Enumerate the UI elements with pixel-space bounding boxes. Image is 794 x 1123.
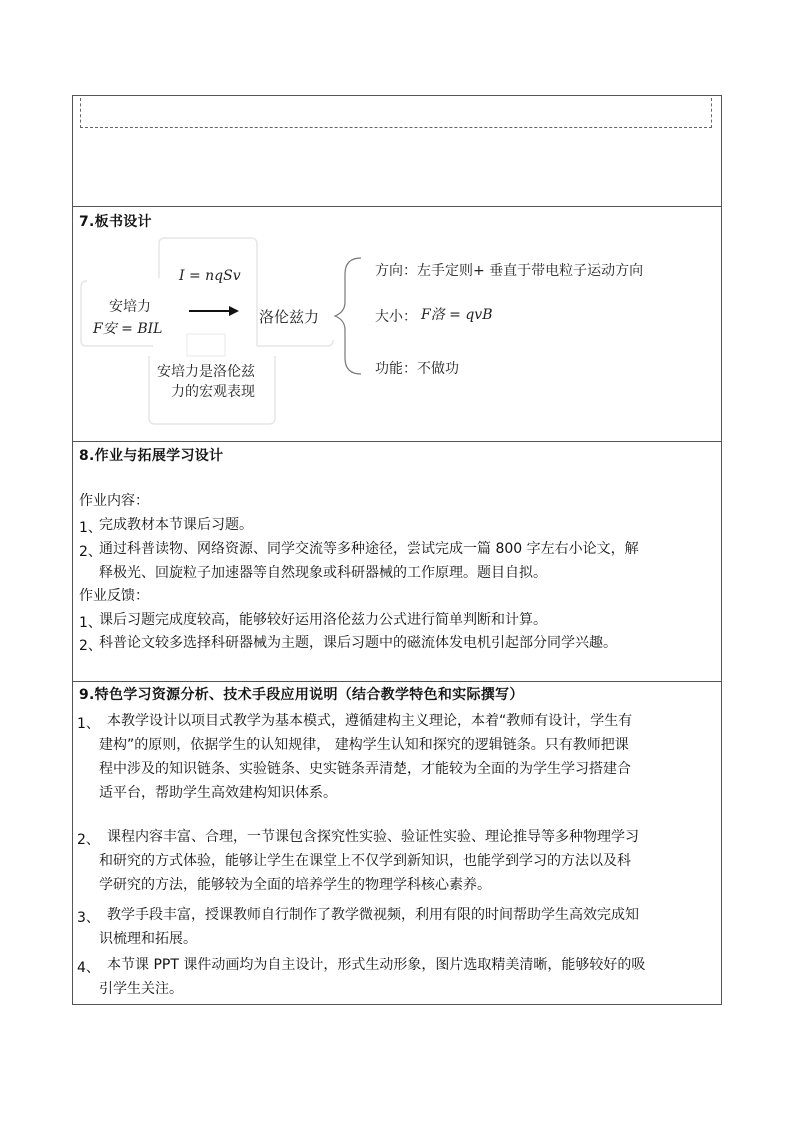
small-frame xyxy=(187,334,225,356)
resource-item-4-line-1: 本节课 PPT 课件动画均为自主设计，形式生动形象，图片选取精美清晰，能够较好的吸 xyxy=(107,957,646,973)
homework-item-2-line-2: 释极光、回旋粒子加速器等自然现象或科研器械的工作原理。题目自拟。 xyxy=(99,565,547,581)
brace-icon xyxy=(335,258,361,374)
resource-item-3-line-2: 识梳理和拓展。 xyxy=(99,931,197,947)
feedback-item-1-line-1: 课后习题完成度较高，能够较好运用洛伦兹力公式进行简单判断和计算。 xyxy=(99,612,547,628)
feedback-heading: 作业反馈： xyxy=(79,588,149,604)
bottom-box-line1: 安培力是洛伦兹 xyxy=(157,364,255,380)
branch-function: 功能：不做功 xyxy=(375,361,459,377)
resource-item-2-num: 2、 xyxy=(77,832,100,848)
resource-item-4-line-2: 引学生关注。 xyxy=(99,981,183,997)
previous-section-tail xyxy=(73,96,721,206)
section-homework xyxy=(73,441,721,681)
resource-item-1-line-4: 适平台，帮助学生高效建构知识体系。 xyxy=(99,785,337,801)
resource-item-1-line-1: 本教学设计以项目式教学为基本模式，遵循建构主义理论，本着“教师有设计，学生有 xyxy=(107,713,633,729)
resource-item-2-line-3: 学研究的方法，能够较为全面的培养学生的物理学科核心素养。 xyxy=(99,877,491,893)
resource-item-2-line-2: 和研究的方式体验，能够让学生在课堂上不仅学到新知识，也能学到学习的方法以及科 xyxy=(99,853,631,869)
section-board-design xyxy=(73,206,721,441)
branch-direction: 方向：左手定则+ 垂直于带电粒子运动方向 xyxy=(375,263,644,279)
feedback-item-1-num: 1、 xyxy=(79,615,102,631)
homework-item-2-num: 2、 xyxy=(79,544,102,560)
resource-item-3-line-1: 教学手段丰富，授课教师自行制作了教学微视频，利用有限的时间帮助学生高效完成知 xyxy=(107,907,639,923)
resource-item-3-num: 3、 xyxy=(77,910,100,926)
resource-item-2-line-1: 课程内容丰富、合理，一节课包含探究性实验、验证性实验、理论推导等多种物理学习 xyxy=(107,829,639,845)
resource-item-1-num: 1、 xyxy=(77,716,100,732)
arrow-head xyxy=(229,306,239,316)
left-box-label: 安培力 xyxy=(109,299,151,315)
bottom-box-line2: 力的宏观表现 xyxy=(171,384,255,400)
resource-item-1-line-2: 建构”的原则，依据学生的认知规律， 建构学生认知和探究的逻辑链条。只有教师把课 xyxy=(99,737,629,753)
homework-heading: 作业内容： xyxy=(79,493,149,509)
center-concept-box xyxy=(257,340,333,346)
lorentz-force-label: 洛伦兹力 xyxy=(259,308,320,326)
section-7-title: 7.板书设计 xyxy=(79,214,152,230)
homework-item-1-num: 1、 xyxy=(79,520,102,536)
current-formula: I = nqSv xyxy=(179,268,241,284)
dashed-placeholder-box xyxy=(80,98,712,128)
homework-item-1-line-1: 完成教材本节课后习题。 xyxy=(99,517,253,533)
section-resources xyxy=(73,681,721,1004)
lorentz-magnitude-formula: F洛 = qvB xyxy=(421,307,493,323)
resource-item-4-num: 4、 xyxy=(77,960,100,976)
section-8-title: 8.作业与拓展学习设计 xyxy=(79,448,224,464)
lesson-plan-table xyxy=(72,95,722,1005)
section-9-title: 9.特色学习资源分析、技术手段应用说明（结合教学特色和实际撰写） xyxy=(79,687,524,703)
feedback-item-2-line-1: 科普论文较多选择科研器械为主题，课后习题中的磁流体发电机引起部分同学兴趣。 xyxy=(99,635,617,651)
resource-item-1-line-3: 程中涉及的知识链条、实验链条、史实链条弄清楚，才能较为全面的为学生学习搭建合 xyxy=(99,761,631,777)
top-concept-box xyxy=(159,238,257,346)
feedback-item-2-num: 2、 xyxy=(79,638,102,654)
ampere-force-formula: F安 = BIL xyxy=(93,321,163,337)
branch-magnitude-label: 大小： xyxy=(375,309,417,325)
homework-item-2-line-1: 通过科普读物、网络资源、同学交流等多种途径，尝试完成一篇 800 字左右小论文，解 xyxy=(99,541,639,557)
